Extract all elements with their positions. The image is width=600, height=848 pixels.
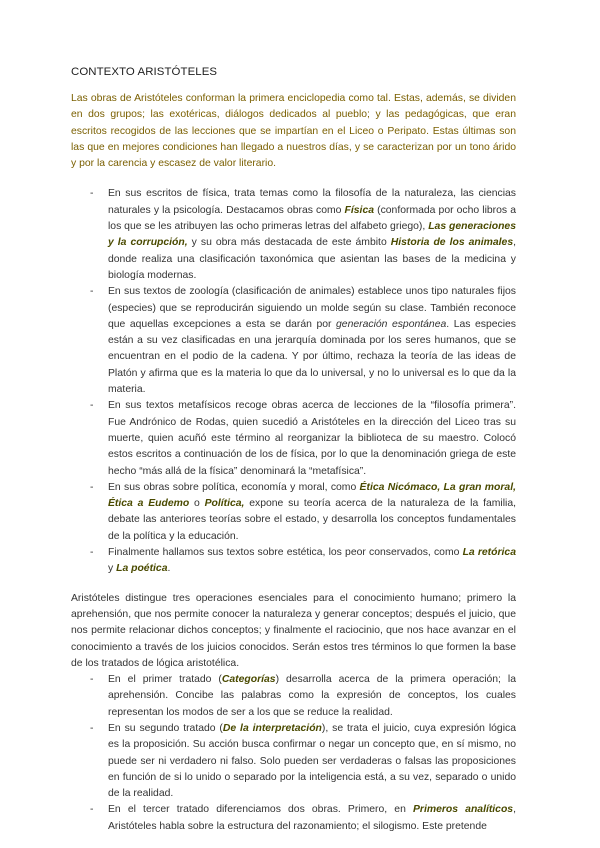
- list-item-physics: - En sus escritos de física, trata temas como la filosofía de la naturaleza, las ciencias naturales y la psicología. Destacamos obras como Física (conformada por ocho libros a los que se les atribuyen las ocho primeras letras del alfabeto griego), Las generaciones y la corrupción, y su obra más destacada de este ámbito Historia de los animales, donde realiza una clasificación taxonómica que asientan las bases de la medicina y biología modernas.: [90, 188, 516, 281]
- list-item-metaphysics: - En sus textos metafísicos recoge obras acerca de lecciones de la “filosofía primera”. Fue Andrónico de Rodas, quien sucedió a Aristóteles en la dirección del Liceo tras su muerte, quien acuñó este término al reorganizar la biblioteca de su maestro. Colocó estos escritos a continuación de los de física, por lo que la denominación griega de este hecho “más allá de la física” denominará la “metafísica”.: [90, 400, 516, 477]
- bullet-dash: -: [90, 286, 94, 298]
- work-title-interpretacion: De la interpretación: [222, 722, 322, 734]
- term-generacion-espontanea: generación espontánea: [336, 318, 447, 330]
- work-title-retorica: La retórica: [462, 547, 516, 559]
- list-item-categorias: - En el primer tratado (Categorías) desarrolla acerca de la primera operación; la aprehensión. Concibe las palabras como la expresión de conceptos, los cuales representan los modos de ser a los que se reduce la realidad.: [90, 674, 516, 718]
- intro-paragraph: Las obras de Aristóteles conforman la primera enciclopedia como tal. Estas, además, se dividen en dos grupos; las exotéricas, diálogos dedicados al pueblo; y las pedagógicas, que eran escritos recogidos de las lecciones que se impartían en el Liceo o Peripato. Estas últimas son las que en mejores condiciones han llegado a nuestros días, y se caracterizan por un tono árido y por la carencia y escasez de valor literario.: [71, 93, 516, 170]
- work-title-poetica: La poética: [116, 563, 168, 575]
- bullet-dash: -: [90, 547, 94, 559]
- list-item-analiticos: - En el tercer tratado diferenciamos dos obras. Primero, en Primeros analíticos, Aristóteles habla sobre la estructura del razonamiento; el silogismo. Este pretende: [90, 804, 516, 832]
- bullet-dash: -: [90, 722, 94, 734]
- logic-treatises-list: [71, 672, 516, 835]
- work-title-primeros-analiticos: Primeros analíticos: [412, 804, 514, 816]
- bullet-dash: -: [90, 804, 94, 816]
- list-item-interpretacion: - En su segundo tratado (De la interpretación), se trata el juicio, cuya expresión lógica es la proposición. Su acción busca confirmar o negar un concepto que, en sí mismo, no puede ser ni verdadero ni falso. Solo pueden ser verdaderas o falsas las proposiciones en función de si lo unido o separado por la inteligencia está, a su vez, separado o unido de la realidad.: [90, 722, 516, 800]
- work-title-categorias: Categorías: [221, 674, 276, 686]
- work-title-generaciones: Las generaciones y la corrupción,: [108, 221, 516, 249]
- list-item-politics: - En sus obras sobre política, economía y moral, como Ética Nicómaco, La gran moral, Ética a Eudemo o Política, expone su teoría acerca de la naturaleza de la familia, debate las anteriores teorías sobre el estado, y desarrolla los conceptos fundamentales de la política y la educación.: [90, 481, 516, 542]
- logic-paragraph: Aristóteles distingue tres operaciones esenciales para el conocimiento humano; primero la aprehensión, que nos permite conocer la naturaleza y generar conceptos; después el juicio, que nos permite relacionar dichos conceptos; y finalmente el raciocinio, que nos hace avanzar en el conocimiento a través de los juicios conocidos. Serán estos tres términos lo que formen la base de los tratados de lógica aristotélica.: [71, 592, 516, 669]
- work-titles-ethics: Ética Nicómaco, La gran moral, Ética a Eudemo: [108, 481, 516, 510]
- works-list: [71, 186, 516, 577]
- bullet-dash: -: [90, 481, 94, 493]
- work-title-politica: Política,: [204, 498, 245, 510]
- bullet-dash: -: [90, 188, 94, 200]
- list-item-zoology: - En sus textos de zoología (clasificación de animales) establece unos tipo naturales fijos (especies) que se reproducirán siguiendo un molde según su clase. También reconoce que aquellas excepciones a esta se darán por generación espontánea. Las especies están a su vez clasificadas en una jerarquía dominada por los seres humanos, que se encuentran en el podio de la cadena. Y por último, rechaza la teoría de las ideas de Platón y afirma que es la materia lo que da lo universal, y no lo universal es lo que da la materia.: [90, 286, 516, 396]
- work-title-historia-animales: Historia de los animales: [390, 237, 514, 249]
- bullet-dash: -: [90, 674, 94, 686]
- list-item-aesthetics: - Finalmente hallamos sus textos sobre estética, los peor conservados, como La retórica y La poética.: [90, 547, 516, 575]
- work-title-fisica: Física: [344, 204, 375, 216]
- document-title: CONTEXTO ARISTÓTELES: [71, 66, 218, 78]
- bullet-dash: -: [90, 400, 94, 412]
